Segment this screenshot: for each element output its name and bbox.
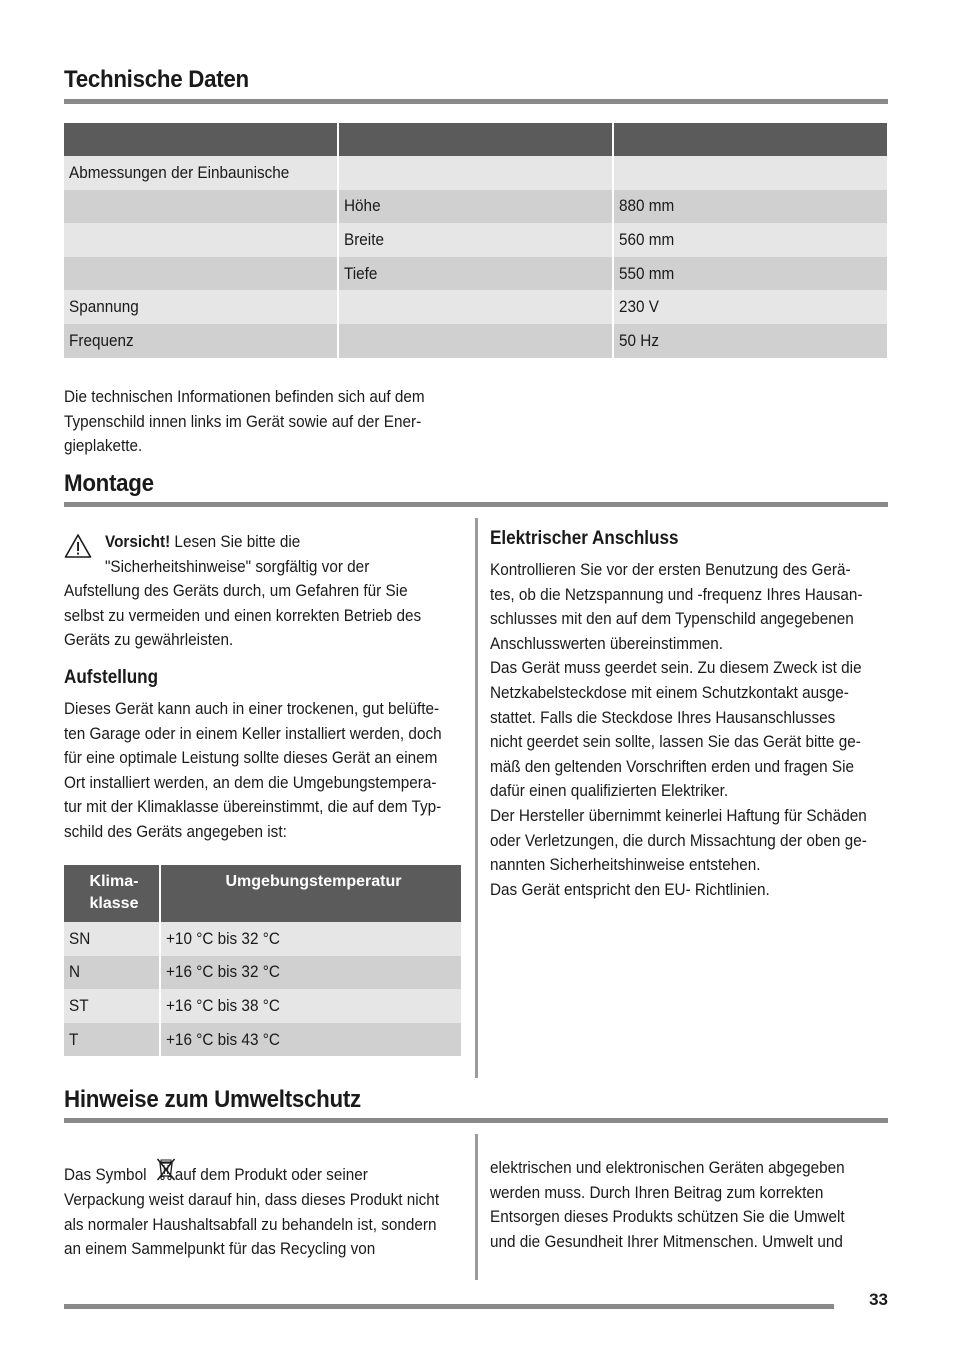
section-title-montage: Montage xyxy=(64,470,154,497)
umwelt-right-paragraph xyxy=(490,1156,884,1254)
table-cell: Höhe xyxy=(344,196,381,216)
section-title-technische-daten: Technische Daten xyxy=(64,66,249,93)
table-cell: 230 V xyxy=(619,297,659,317)
text-line: Aufstellung des Geräts durch, um Gefahren für Sie xyxy=(64,581,408,600)
caution-text: Lesen Sie bitte die xyxy=(170,532,301,551)
text-line: werden muss. Durch Ihren Beitrag zum korrekten xyxy=(490,1182,824,1202)
text-line: tes, ob die Netzspannung und -frequenz Ihres Hausan- xyxy=(490,584,863,604)
text-line: Netzkabelsteckdose mit einem Schutzkontakt ausge- xyxy=(490,682,849,702)
table-row xyxy=(64,156,887,190)
text-line: Verpackung weist darauf hin, dass dieses Produkt nicht xyxy=(64,1190,440,1209)
text-line: als normaler Haushaltsabfall zu behandeln ist, sondern xyxy=(64,1214,437,1234)
table-row xyxy=(64,223,887,257)
subheading-elektrischer-anschluss: Elektrischer Anschluss xyxy=(490,528,679,549)
table-cell: +16 °C bis 38 °C xyxy=(166,995,280,1015)
section-rule xyxy=(64,1118,888,1123)
text-line: schild des Geräts angegeben ist: xyxy=(64,821,287,841)
table-cell: T xyxy=(69,1029,79,1049)
text-line: Dieses Gerät kann auch in einer trockenen, gut belüfte- xyxy=(64,699,440,718)
table-cell: SN xyxy=(69,928,91,948)
table-cell: Abmessungen der Einbaunische xyxy=(69,162,290,182)
table-row xyxy=(64,257,887,291)
table-cell: +16 °C bis 32 °C xyxy=(166,962,280,982)
text-line: für eine optimale Leistung sollte dieses Gerät an einem xyxy=(64,748,438,768)
table-cell: Spannung xyxy=(69,297,139,317)
text-line: an einem Sammelpunkt für das Recycling von xyxy=(64,1239,376,1259)
text-line: Entsorgen dieses Produkts schützen Sie die Umwelt xyxy=(490,1207,845,1227)
text-line: elektrischen und elektronischen Geräten abgegeben xyxy=(490,1158,845,1177)
page-number: 33 xyxy=(869,1290,888,1309)
text-line: Anschlusswerten übereinstimmen. xyxy=(490,633,724,653)
spec-table xyxy=(64,123,887,358)
section-rule xyxy=(64,99,888,104)
section-rule xyxy=(64,502,888,507)
text-line: mäß den geltenden Vorschriften erden und fragen Sie xyxy=(490,756,855,776)
header-text: Klima- xyxy=(89,873,139,890)
table-row xyxy=(64,290,887,324)
crossed-bin-icon xyxy=(156,1157,176,1181)
text-line: Typenschild innen links im Gerät sowie auf der Ener- xyxy=(64,411,422,431)
table-cell: +10 °C bis 32 °C xyxy=(166,928,280,948)
footer-rule xyxy=(64,1304,834,1309)
table-row xyxy=(64,1023,461,1057)
header-cell-umgebungstemperatur: Umgebungstemperatur xyxy=(225,873,402,890)
text-line: stattet. Falls die Steckdose Ihres Hausanschlusses xyxy=(490,707,836,727)
text-line: Geräts zu gewährleisten. xyxy=(64,630,234,650)
text-line: ten Garage oder in einem Keller installiert werden, doch xyxy=(64,723,442,743)
text-line: selbst zu vermeiden und einen korrekten Betrieb des xyxy=(64,605,422,625)
warning-triangle-icon xyxy=(64,533,92,559)
section-title-umweltschutz: Hinweise zum Umweltschutz xyxy=(64,1086,361,1113)
technical-info-note xyxy=(64,385,465,459)
caution-paragraph xyxy=(64,579,461,653)
table-row xyxy=(64,324,887,358)
text-line: Die technischen Informationen befinden sich auf dem xyxy=(64,387,425,406)
table-cell: 880 mm xyxy=(619,196,675,216)
text-line: Ort installiert werden, an dem die Umgebungstempera- xyxy=(64,772,437,792)
climate-class-table xyxy=(64,865,461,1056)
table-cell: 50 Hz xyxy=(619,330,659,350)
table-row xyxy=(64,956,461,990)
table-cell: +16 °C bis 43 °C xyxy=(166,1029,280,1049)
text-line: dafür einen qualifizierten Elektriker. xyxy=(490,781,729,801)
text-fragment: auf dem Produkt oder seiner xyxy=(170,1165,368,1184)
text-line: Das Gerät muss geerdet sein. Zu diesem Zweck ist die xyxy=(490,658,862,678)
table-cell: 560 mm xyxy=(619,229,675,249)
table-cell: Tiefe xyxy=(344,263,378,283)
table-cell: 550 mm xyxy=(619,263,675,283)
caution-first-line xyxy=(105,530,300,555)
text-line: gieplakette. xyxy=(64,436,143,456)
header-text: klasse xyxy=(89,895,139,912)
text-line: Kontrollieren Sie vor der ersten Benutzung des Gerä- xyxy=(490,560,851,579)
text-line: tur mit der Klimaklasse übereinstimmt, die auf dem Typ- xyxy=(64,797,442,817)
table-cell: N xyxy=(69,962,81,982)
table-row xyxy=(64,989,461,1023)
caution-label: Vorsicht! xyxy=(105,532,171,551)
text-line: nannten Sicherheitshinweise entstehen. xyxy=(490,855,761,875)
umwelt-left-paragraph xyxy=(64,1188,481,1262)
text-line: oder Verletzungen, die durch Missachtung der oben ge- xyxy=(490,830,867,850)
text-line: Der Hersteller übernimmt keinerlei Haftung für Schäden xyxy=(490,805,867,825)
text-fragment: Das Symbol xyxy=(64,1165,151,1184)
text-line: und die Gesundheit Ihrer Mitmenschen. Umwelt und xyxy=(490,1231,843,1251)
table-cell: ST xyxy=(69,995,89,1015)
header-cell-klimaklasse xyxy=(69,871,159,915)
text-line: Das Gerät entspricht den EU- Richtlinien. xyxy=(490,879,770,899)
text-line: nicht geerdet sein sollte, lassen Sie das Gerät bitte ge- xyxy=(490,732,861,752)
table-row xyxy=(64,190,887,224)
elektro-paragraph xyxy=(490,558,909,902)
text-line: schlusses mit den auf dem Typenschild angegebenen xyxy=(490,609,854,629)
climate-table-header xyxy=(64,865,461,922)
text-line: "Sicherheitshinweise" sorgfältig vor der xyxy=(105,557,370,576)
table-cell: Frequenz xyxy=(69,330,134,350)
subheading-aufstellung: Aufstellung xyxy=(64,667,159,688)
spec-table-header xyxy=(64,123,887,156)
table-cell: Breite xyxy=(344,229,384,249)
aufstellung-paragraph xyxy=(64,697,484,845)
umwelt-first-line xyxy=(64,1163,368,1188)
table-row xyxy=(64,922,461,956)
